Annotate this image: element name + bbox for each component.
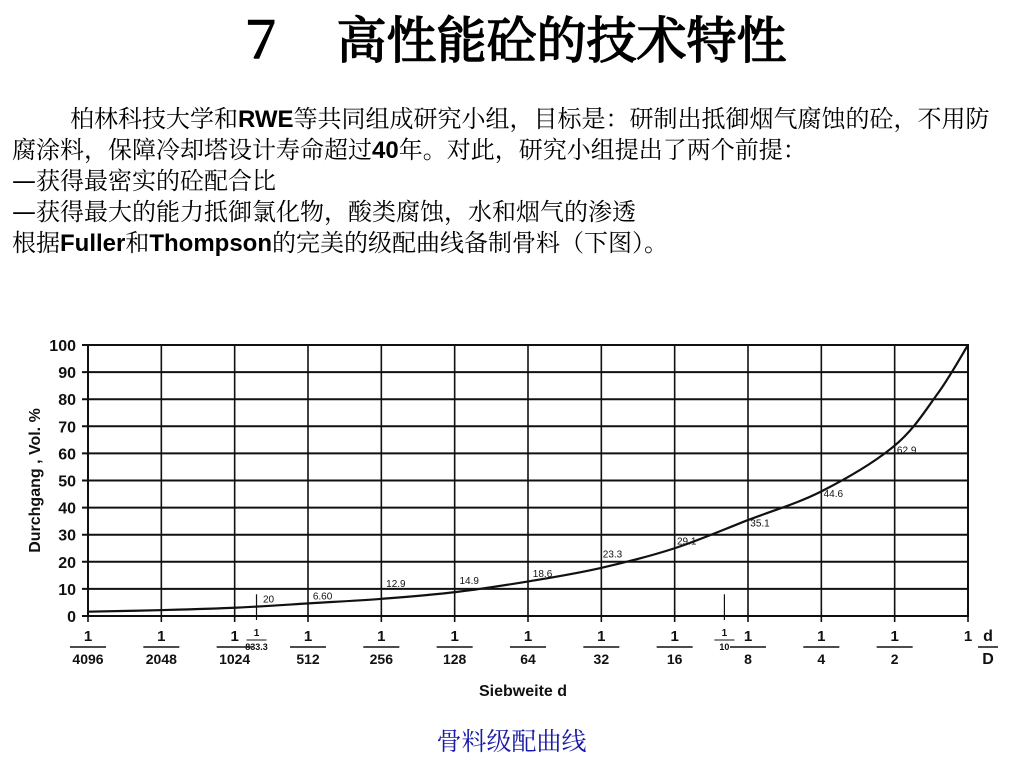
x-tick-numerator: 1 [303, 628, 313, 645]
y-tick-label: 10 [58, 581, 76, 599]
y-tick-label: 20 [58, 554, 76, 572]
intro-p1-bold-2: 40 [372, 137, 399, 164]
intro-item-2: —获得最大的能力抵御氯化物，酸类腐蚀，水和烟气的渗透 [12, 198, 636, 226]
curve-value-label: 23.3 [602, 549, 623, 561]
intro-p1-mid: 等共同组成研究小组，目标是：研制出抵御烟气腐蚀的砼，不用防腐涂料，保障冷却塔设计寿命超过 [12, 105, 990, 164]
x-tick-denominator: 64 [520, 651, 536, 667]
x-axis-title: Siebweite d [478, 683, 568, 700]
x-tick-numerator: 1 [743, 628, 753, 645]
x-tick-denominator: 1024 [219, 651, 251, 667]
x-tick-denominator: 256 [369, 651, 394, 667]
y-tick-label: 80 [58, 392, 76, 410]
y-tick-label: 90 [58, 365, 76, 383]
x-tick-denominator: 8 [744, 651, 752, 667]
y-axis-title: Durchgang , Vol. % [27, 408, 45, 553]
x-tick-denominator: 512 [296, 651, 320, 667]
intro-p2-bold-2: Thompson [149, 230, 272, 257]
x-tick-denominator: 2 [890, 651, 899, 667]
x-tick-denominator: 4096 [72, 651, 104, 667]
x-axis-end-denominator: D [982, 651, 994, 668]
intro-paragraph-2 [12, 228, 997, 259]
y-tick-label: 40 [58, 500, 76, 518]
x-tick-denominator: 2048 [145, 651, 177, 667]
y-tick-label: 0 [67, 609, 76, 626]
x-tick-numerator: 1 [597, 628, 606, 645]
intro-p1-bold-1: RWE [238, 106, 294, 133]
x-tick-numerator: 1 [817, 628, 826, 645]
x-tick-numerator: 1 [523, 628, 533, 645]
slide-title: ７ 高性能砼的技术特性 [236, 12, 787, 70]
curve-value-label: 12.9 [386, 579, 406, 591]
y-tick-label: 50 [58, 473, 76, 491]
intro-p1-post: 年。对此，研究小组提出了两个前提： [398, 136, 807, 164]
grading-curve-chart [0, 325, 1023, 720]
curve-value-label: 29.1 [676, 536, 697, 548]
x-tick-numerator: 1 [377, 628, 386, 645]
x-tick-numerator: 1 [83, 628, 93, 645]
x-tick-denominator: 4 [817, 651, 826, 667]
x-tick-denominator: 32 [593, 651, 610, 667]
y-tick-label: 60 [58, 446, 76, 464]
x-tick-numerator: 1 [890, 628, 899, 645]
curve-value-label: 44.6 [823, 488, 844, 500]
chart-caption: 骨料级配曲线 [436, 727, 587, 756]
x-tick-denominator: 16 [666, 651, 683, 667]
intro-p2-bold-1: Fuller [60, 230, 126, 257]
curve-value-label: 14.9 [459, 575, 479, 587]
x-extra-denominator: 10 [719, 642, 730, 652]
x-extra-numerator: 1 [253, 628, 260, 639]
y-tick-label: 30 [58, 527, 76, 545]
x-tick-numerator: 1 [450, 628, 459, 645]
x-tick-numerator: 1 [157, 628, 166, 645]
x-extra-denominator: 833.3 [245, 642, 268, 652]
intro-item-1: —获得最密实的砼配合比 [12, 167, 276, 195]
intro-p2-post: 的完美的级配曲线备制骨料（下图）。 [272, 229, 668, 257]
curve-value-label: 62.9 [896, 445, 917, 457]
intro-p2-mid: 和 [125, 229, 150, 257]
x-tick-numerator: 1 [670, 628, 679, 645]
x-tick-numerator: 1 [230, 628, 239, 645]
intro-paragraph-1 [12, 104, 997, 166]
intro-p1-pre: 柏林科技大学和 [70, 105, 238, 133]
curve-value-label: 18.6 [532, 569, 553, 581]
y-tick-label: 100 [49, 338, 76, 355]
intro-p2-pre: 根据 [12, 229, 60, 257]
x-tick-numerator: 1 [963, 628, 973, 645]
y-tick-label: 70 [58, 419, 76, 437]
intro-text [12, 104, 997, 259]
x-axis-end-numerator: d [983, 628, 993, 645]
curve-value-label: 20 [262, 594, 275, 606]
x-extra-numerator: 1 [721, 628, 728, 639]
x-tick-denominator: 128 [442, 651, 467, 667]
curve-value-label: 35.1 [750, 518, 770, 530]
curve-value-label: 6.60 [312, 591, 333, 603]
